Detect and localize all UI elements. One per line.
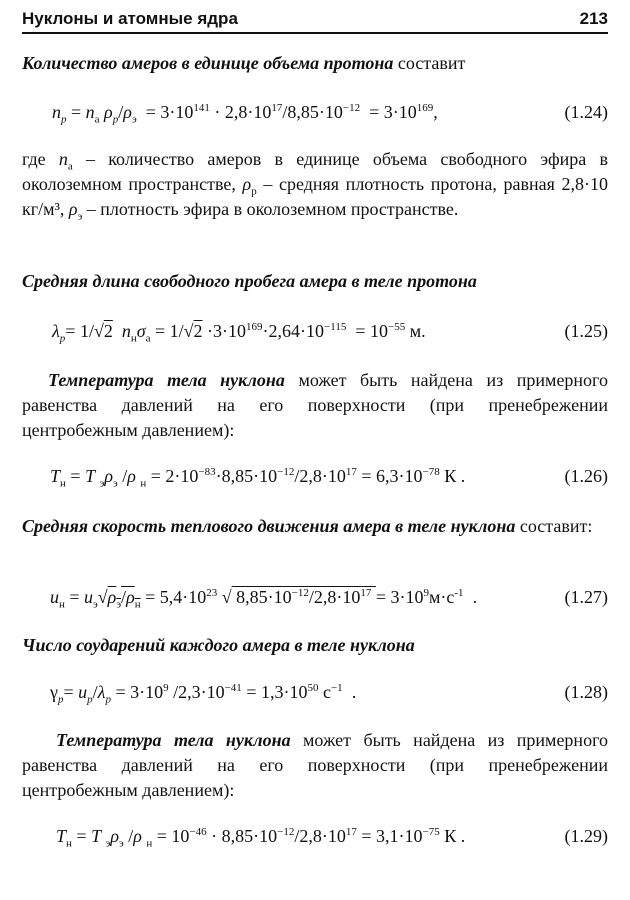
equation-number: (1.27)	[564, 587, 608, 607]
text-span: – средняя плотность протона, равная 2,8·10 кг/м³,	[22, 174, 609, 219]
section-heading-free-path	[22, 268, 608, 294]
paragraph-text: может быть найдена из примерного равенства давлений на его поверхности (при пренебрежении центробежным давлением):	[22, 370, 608, 440]
heading-bold-text: Средняя длина свободного пробега амера в теле протона	[22, 271, 477, 291]
paragraph-text: может быть найдена из примерного равенства давлений на его поверхности (при пренебрежении центробежным давлением):	[22, 730, 609, 800]
paragraph-temperature-1	[22, 368, 608, 443]
equation-expression: $\gamma_p= u_p/\lambda_p = 3\cdot 10^9$ $/2,3\cdot 10^{-41} = 1,3\cdot 10^{50}$ $с^{-1}$ .	[50, 682, 357, 706]
equation-1-29	[22, 821, 608, 851]
section-heading-amer-count	[22, 50, 608, 76]
symbol: ρ	[242, 174, 252, 194]
heading-bold-text: Число соударений каждого амера в теле нуклона	[22, 635, 415, 655]
heading-tail-text: составит	[393, 53, 466, 73]
text-span: – плотность эфира в околоземном пространстве.	[82, 199, 459, 219]
equation-1-25	[22, 316, 608, 346]
chapter-title: Нуклоны и атомные ядра	[22, 9, 238, 28]
heading-tail-text: составит:	[515, 516, 593, 536]
heading-bold-text: Средняя скорость теплового движения амера в теле нуклона	[22, 516, 516, 536]
running-header	[22, 6, 608, 34]
equation-expression: $n_p = n_а$ $\rho_p/\rho_э = 3\cdot 10^{141} \cdot 2,8\cdot 10^{17}/8,85\cdot 10^{-12} = 3\cdot 10^{169}$,	[52, 102, 438, 126]
equation-number: (1.24)	[564, 102, 608, 122]
paragraph-bold-text: Температура тела нуклона	[48, 370, 285, 390]
equation-number: (1.25)	[564, 321, 608, 341]
equation-1-27	[22, 582, 608, 612]
symbol: ρ	[68, 199, 78, 219]
equation-number: (1.29)	[564, 826, 608, 846]
equation-expression: $T_н = T$ $_э\rho_э$ /ρ $_н = 10^{-46} \cdot 8,85\cdot 10^{-12}/2,8\cdot 10^{17} = 3,1\cdot 10^{-75}$ К .	[56, 826, 466, 850]
equation-expression: $T_н = T$ $_э\rho_э$ /ρ $_н = 2\cdot 10^{-83}\cdot 8,85\cdot 10^{-12}/2,8\cdot 10^{17} = 6,3\cdot 10^{-78}$ К .	[50, 466, 466, 490]
equation-1-24	[22, 97, 608, 127]
section-heading-collisions	[22, 632, 608, 658]
paragraph-definitions	[22, 147, 608, 222]
paragraph-temperature-2	[22, 728, 608, 803]
symbol: n	[58, 149, 68, 169]
paragraph-bold-text: Температура тела нуклона	[56, 730, 291, 750]
equation-number: (1.26)	[564, 466, 608, 486]
equation-expression: $\lambda_p= 1/√2$ $n_н\sigma_а = 1/√2 \cdot 3\cdot 10^{169}\cdot 2,64\cdot 10^{-115} = 10^{-55}$ м.	[52, 321, 426, 345]
subscript: а	[67, 160, 73, 173]
subscript: p	[251, 185, 257, 198]
equation-1-26	[22, 461, 608, 491]
equation-expression: $u_н = u_э√\rho_э/\rho_н = 5,4\cdot 10^{23}$ √ $8,85\cdot 10^{-12}/2,8\cdot 10^{17} = 3\cdot 10^9м\cdot с^{-1}$ .	[50, 587, 478, 611]
subscript: э	[77, 210, 83, 223]
equation-number: (1.28)	[564, 682, 608, 702]
heading-bold-text: Количество амеров в единице объема протона	[22, 53, 394, 73]
page-number: 213	[579, 9, 608, 28]
equation-1-28	[22, 677, 608, 707]
text-span: – количество амеров в единице объема свободного эфира в околоземном пространстве,	[22, 149, 608, 194]
section-heading-thermal-speed	[22, 513, 608, 539]
text-span: где	[22, 149, 59, 169]
